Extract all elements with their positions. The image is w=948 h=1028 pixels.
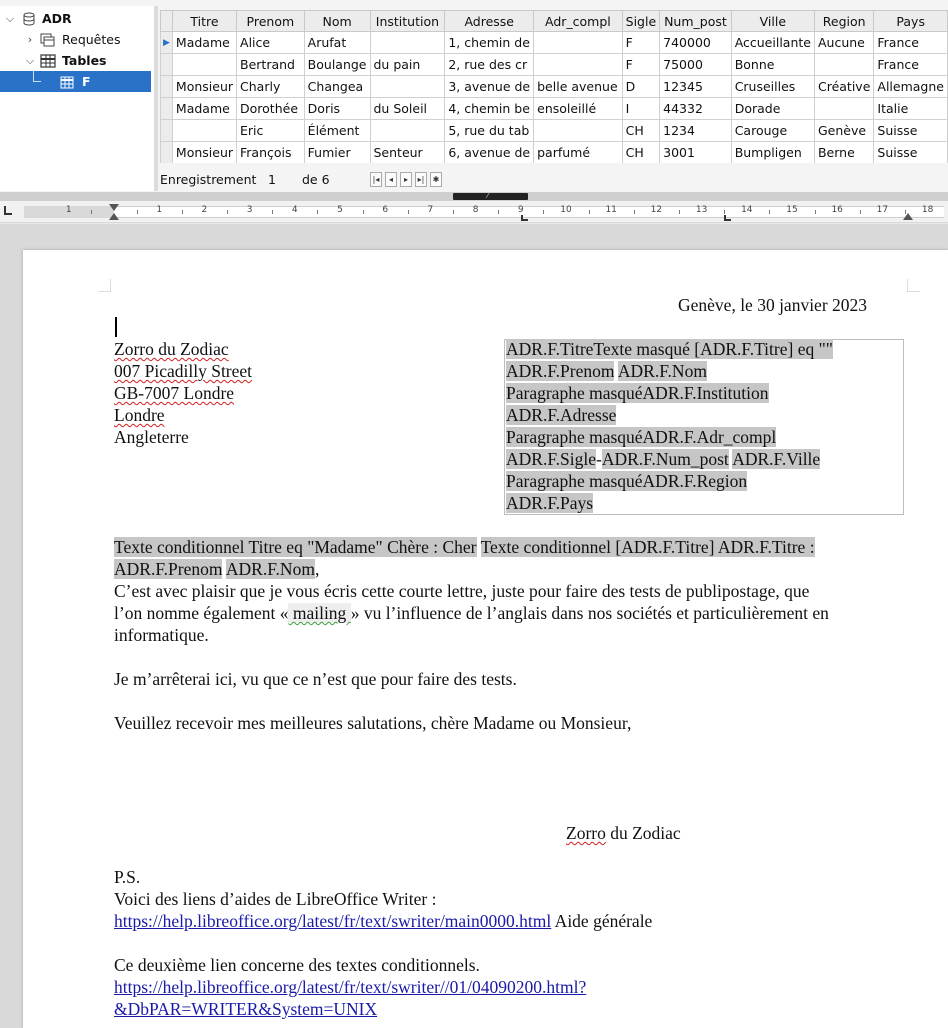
ruler-tab-stop[interactable]: [724, 215, 731, 221]
row-header[interactable]: [161, 98, 173, 120]
field-nom[interactable]: ADR.F.Nom: [617, 361, 707, 381]
tree-node-queries[interactable]: [0, 29, 150, 50]
table-cell[interactable]: Alice: [237, 32, 305, 54]
table-cell[interactable]: Doris: [304, 98, 370, 120]
body-paragraph-1-line-3: informatique.: [114, 625, 209, 645]
table-cell[interactable]: François: [237, 142, 305, 164]
grid-corner[interactable]: [161, 11, 173, 32]
table-cell[interactable]: Cruseilles: [731, 76, 814, 98]
table-cell[interactable]: Aucune: [814, 32, 873, 54]
table-icon: [60, 74, 76, 88]
queries-icon: [40, 32, 56, 46]
ruler-number: 9: [517, 205, 524, 215]
sender-name: [114, 339, 229, 360]
chevron-down-icon[interactable]: ⌵: [5, 12, 15, 25]
table-cell[interactable]: [370, 32, 445, 54]
table-cell[interactable]: Allemagne: [874, 76, 948, 98]
field-prenom[interactable]: ADR.F.Prenom: [506, 361, 615, 381]
tree-node-adr[interactable]: [0, 8, 150, 29]
table-cell[interactable]: Berne: [814, 142, 873, 164]
horizontal-ruler[interactable]: [0, 201, 948, 223]
table-row[interactable]: [161, 120, 948, 142]
ruler-number: 14: [741, 205, 753, 215]
table-cell[interactable]: 3001: [660, 142, 732, 164]
row-header[interactable]: [161, 142, 173, 164]
table-cell[interactable]: [534, 120, 623, 142]
salutation-prenom-field[interactable]: ADR.F.Prenom: [114, 559, 223, 579]
salutation-nom-field[interactable]: ADR.F.Nom: [225, 559, 315, 579]
first-line-indent-marker[interactable]: [109, 204, 119, 211]
tree-label-adr: ADR: [42, 11, 72, 26]
grip-icon: ⁄: [487, 192, 489, 200]
field-institution[interactable]: Paragraphe masquéADR.F.Institution: [506, 383, 769, 403]
column-header[interactable]: Titre: [172, 11, 236, 32]
table-cell[interactable]: 3, avenue de: [445, 76, 534, 98]
ruler-tick: [589, 210, 590, 214]
column-header[interactable]: Institution: [370, 11, 445, 32]
text-cursor: [115, 317, 117, 337]
ruler-number: 16: [831, 205, 843, 215]
table-cell[interactable]: Boulange: [304, 54, 370, 76]
table-cell[interactable]: ensoleillé: [534, 98, 623, 120]
table-cell[interactable]: [370, 120, 445, 142]
sender-street: [114, 361, 252, 382]
help-link-line: [114, 911, 652, 932]
ruler-number: 1: [65, 205, 72, 215]
body-paragraph-2: Je m’arrêterai ici, vu que ce n’est que pour faire des tests.: [114, 669, 517, 689]
table-cell[interactable]: [534, 32, 623, 54]
help-link-conditional-params[interactable]: &DbPAR=WRITER&System=UNIX: [114, 999, 378, 1019]
ruler-number: 2: [201, 205, 208, 215]
left-indent-marker[interactable]: [109, 213, 119, 220]
row-header[interactable]: [161, 120, 173, 142]
ruler-number: 12: [650, 205, 663, 215]
table-cell[interactable]: Bumpligen: [731, 142, 814, 164]
ruler-tick: [815, 210, 816, 214]
ps-label: P.S.: [114, 867, 141, 887]
table-row[interactable]: [161, 32, 948, 54]
table-cell[interactable]: 6, avenue de: [445, 142, 534, 164]
recipient-line-city: [506, 449, 820, 470]
signature: [566, 823, 681, 844]
table-cell[interactable]: du pain: [370, 54, 445, 76]
signature-first: Zorro: [566, 823, 606, 843]
table-cell[interactable]: Senteur: [370, 142, 445, 164]
ruler-tick: [363, 210, 364, 214]
table-cell[interactable]: Madame: [172, 98, 236, 120]
tree-label-tables: Tables: [62, 53, 107, 68]
record-label: Enregistrement: [160, 172, 257, 187]
new-record-button[interactable]: ✱: [430, 172, 442, 187]
table-cell[interactable]: CH: [622, 142, 660, 164]
ruler-tick: [769, 210, 770, 214]
row-header[interactable]: ▶: [161, 32, 173, 54]
ruler-tick: [453, 210, 454, 214]
tree-label-f: F: [82, 74, 91, 89]
date-line: Genève, le 30 janvier 2023: [678, 295, 868, 315]
table-cell[interactable]: Suisse: [874, 120, 948, 142]
help-link-conditional-line-1: [114, 977, 586, 998]
ruler-number: 7: [427, 205, 434, 215]
field-adresse[interactable]: ADR.F.Adresse: [506, 405, 617, 425]
table-row[interactable]: [161, 142, 948, 164]
table-cell[interactable]: [172, 120, 236, 142]
body-paragraph-1-line-2: [114, 603, 829, 624]
table-cell[interactable]: du Soleil: [370, 98, 445, 120]
table-cell[interactable]: Dorothée: [237, 98, 305, 120]
table-cell[interactable]: 2, rue des cr: [445, 54, 534, 76]
signature-rest: du Zodiac: [605, 823, 681, 843]
column-header[interactable]: Adresse: [445, 11, 534, 32]
data-source-pane: [0, 0, 948, 195]
table-cell[interactable]: 44332: [660, 98, 732, 120]
help-link-conditional[interactable]: https://help.libreoffice.org/latest/fr/text/swriter//01/04090200.html?: [114, 977, 587, 997]
ruler-number: 17: [876, 205, 889, 215]
recipient-line-adr-compl: [506, 427, 776, 448]
table-cell[interactable]: belle avenue: [534, 76, 623, 98]
table-cell[interactable]: Créative: [814, 76, 873, 98]
table-cell[interactable]: 4, chemin be: [445, 98, 534, 120]
table-cell[interactable]: Carouge: [731, 120, 814, 142]
chevron-down-icon[interactable]: ⌵: [25, 54, 35, 67]
table-row[interactable]: [161, 98, 948, 120]
body-paragraph-1-line-1: C’est avec plaisir que je vous écris cette courte lettre, juste pour faire des tests de publipostage, que: [114, 581, 810, 601]
last-record-button[interactable]: ▸|: [415, 172, 427, 187]
mailing-word: mailing: [288, 603, 351, 623]
record-count: de 6: [302, 172, 330, 187]
conditional-title-field[interactable]: Texte conditionnel [ADR.F.Titre] ADR.F.Titre :: [480, 537, 815, 557]
field-sigle[interactable]: ADR.F.Sigle: [506, 449, 597, 469]
salutation-line-1: [114, 537, 815, 558]
ruler-number: 11: [605, 205, 617, 215]
record-current-input[interactable]: 1: [268, 172, 276, 187]
document-page[interactable]: [23, 250, 948, 1028]
table-cell[interactable]: F: [622, 54, 660, 76]
recipient-line-name: [506, 361, 707, 382]
table-cell[interactable]: Accueillante: [731, 32, 814, 54]
table-cell[interactable]: 5, rue du tab: [445, 120, 534, 142]
ruler-number: 1: [156, 205, 163, 215]
table-cell[interactable]: I: [622, 98, 660, 120]
sender-street-text: 007 Picadilly Street: [114, 361, 253, 381]
table-cell[interactable]: [814, 98, 873, 120]
recipient-line-country: [506, 493, 593, 514]
ruler-number: 4: [291, 205, 298, 215]
ruler-tick: [634, 210, 635, 214]
table-cell[interactable]: 740000: [660, 32, 732, 54]
field-ville[interactable]: ADR.F.Ville: [732, 449, 821, 469]
help-link-general[interactable]: https://help.libreoffice.org/latest/fr/text/swriter/main0000.html: [114, 911, 552, 931]
field-region[interactable]: Paragraphe masquéADR.F.Region: [506, 471, 748, 491]
table-cell[interactable]: [172, 54, 236, 76]
field-adr-compl[interactable]: Paragraphe masquéADR.F.Adr_compl: [506, 427, 777, 447]
table-cell[interactable]: Monsieur: [172, 142, 236, 164]
column-header[interactable]: Pays: [874, 11, 948, 32]
conditional-text-field[interactable]: Texte conditionnel Titre eq "Madame" Chère : Cher: [114, 537, 477, 557]
ruler-number: 13: [695, 205, 708, 215]
body-text: l’on nomme également «: [114, 603, 289, 623]
column-header[interactable]: Region: [814, 11, 873, 32]
tab-type-icon[interactable]: [4, 206, 12, 215]
table-row[interactable]: [161, 54, 948, 76]
table-cell[interactable]: Suisse: [874, 142, 948, 164]
ruler-tick: [543, 210, 544, 214]
table-cell[interactable]: France: [874, 32, 948, 54]
table-cell[interactable]: Changea: [304, 76, 370, 98]
ruler-tick: [227, 210, 228, 214]
body-paragraph-3: Veuillez recevoir mes meilleures salutations, chère Madame ou Monsieur,: [114, 713, 632, 733]
body-text: » vu l’influence de l’anglais dans nos sociétés et particulièrement en: [350, 603, 829, 623]
previous-record-button[interactable]: ◂: [385, 172, 397, 187]
table-cell[interactable]: Bonne: [731, 54, 814, 76]
ps-line: Voici des liens d’aides de LibreOffice Writer :: [114, 889, 437, 909]
record-navigation-bar: [160, 169, 948, 190]
sender-city: [114, 405, 165, 426]
table-cell[interactable]: D: [622, 76, 660, 98]
column-header[interactable]: Sigle: [622, 11, 660, 32]
table-cell[interactable]: Fumier: [304, 142, 370, 164]
data-source-tree[interactable]: [0, 6, 154, 191]
table-cell[interactable]: Italie: [874, 98, 948, 120]
field-titre[interactable]: ADR.F.TitreTexte masqué [ADR.F.Titre] eq "": [506, 339, 833, 359]
column-header[interactable]: Nom: [304, 11, 370, 32]
column-header[interactable]: Prenom: [237, 11, 305, 32]
ruler-tick: [679, 210, 680, 214]
table-cell[interactable]: F: [622, 32, 660, 54]
tree-node-table-f[interactable]: [0, 71, 151, 92]
ruler-number: 6: [382, 205, 389, 215]
table-cell[interactable]: Eric: [237, 120, 305, 142]
ruler-tick: [91, 210, 92, 214]
sender-city-line: [114, 383, 234, 404]
column-header[interactable]: Num_post: [660, 11, 732, 32]
ruler-tick: [724, 210, 725, 214]
table-cell[interactable]: parfumé: [534, 142, 623, 164]
pane-divider[interactable]: [154, 6, 158, 191]
recipient-line-region: [506, 471, 747, 492]
table-cell[interactable]: Dorade: [731, 98, 814, 120]
ruler-tick: [860, 210, 861, 214]
data-grid[interactable]: [160, 10, 948, 163]
table-row[interactable]: [161, 76, 948, 98]
column-header[interactable]: Adr_compl: [534, 11, 623, 32]
table-cell[interactable]: [814, 54, 873, 76]
help-link-description: Aide générale: [551, 911, 653, 931]
row-header[interactable]: [161, 76, 173, 98]
row-header[interactable]: [161, 54, 173, 76]
help-link-conditional-line-2: [114, 999, 377, 1020]
right-indent-marker[interactable]: [903, 213, 913, 220]
table-cell[interactable]: 1234: [660, 120, 732, 142]
table-cell[interactable]: Élément: [304, 120, 370, 142]
ruler-tick: [317, 210, 318, 214]
ruler-tick: [498, 210, 499, 214]
next-record-button[interactable]: ▸: [400, 172, 412, 187]
ps-line-2: Ce deuxième lien concerne des textes conditionnels.: [114, 955, 480, 975]
tree-label-queries: Requêtes: [62, 32, 121, 47]
first-record-button[interactable]: |◂: [370, 172, 382, 187]
column-header[interactable]: Ville: [731, 11, 814, 32]
table-cell[interactable]: Genève: [814, 120, 873, 142]
ruler-number: 8: [472, 205, 479, 215]
ruler-tick: [408, 210, 409, 214]
table-cell[interactable]: Bertrand: [237, 54, 305, 76]
tree-connector-line: [33, 71, 41, 82]
table-cell[interactable]: Monsieur: [172, 76, 236, 98]
tables-icon: [40, 53, 56, 67]
recipient-line-address: [506, 405, 616, 426]
field-pays[interactable]: ADR.F.Pays: [506, 493, 594, 513]
ruler-tab-stop[interactable]: [521, 215, 528, 221]
sender-country: Angleterre: [114, 427, 189, 447]
database-icon: [22, 11, 38, 25]
table-cell[interactable]: Arufat: [304, 32, 370, 54]
splitter-handle[interactable]: [453, 193, 528, 200]
table-cell[interactable]: 75000: [660, 54, 732, 76]
ruler-number: 5: [337, 205, 343, 215]
ruler-number: 3: [246, 205, 253, 215]
tree-node-tables[interactable]: [0, 50, 150, 71]
sender-name-text: Zorro du Zodiac: [114, 339, 229, 359]
table-cell[interactable]: CH: [622, 120, 660, 142]
table-cell[interactable]: [370, 76, 445, 98]
ruler-number: 18: [921, 205, 934, 215]
recipient-line-title: [506, 339, 833, 360]
table-cell[interactable]: 1, chemin de: [445, 32, 534, 54]
ruler-tick: [182, 210, 183, 214]
ruler-tick: [137, 210, 138, 214]
crop-mark-icon: [98, 279, 111, 292]
field-num-post[interactable]: ADR.F.Num_post: [601, 449, 729, 469]
table-cell[interactable]: France: [874, 54, 948, 76]
sender-city-line-text: GB-7007 Londre: [114, 383, 235, 403]
ruler-number: 15: [786, 205, 798, 215]
table-cell[interactable]: Madame: [172, 32, 236, 54]
crop-mark-icon: [907, 279, 920, 292]
salutation-line-2: [114, 559, 319, 580]
table-cell[interactable]: [534, 54, 623, 76]
sender-city-text: Londre: [114, 405, 165, 425]
table-cell[interactable]: 12345: [660, 76, 732, 98]
ruler-number: 10: [560, 205, 572, 215]
ruler-tick: [272, 210, 273, 214]
table-cell[interactable]: Charly: [237, 76, 305, 98]
salutation-comma: ,: [314, 559, 320, 579]
chevron-right-icon[interactable]: ›: [27, 33, 33, 46]
dash-separator: -: [596, 449, 602, 469]
recipient-line-institution: [506, 383, 769, 404]
